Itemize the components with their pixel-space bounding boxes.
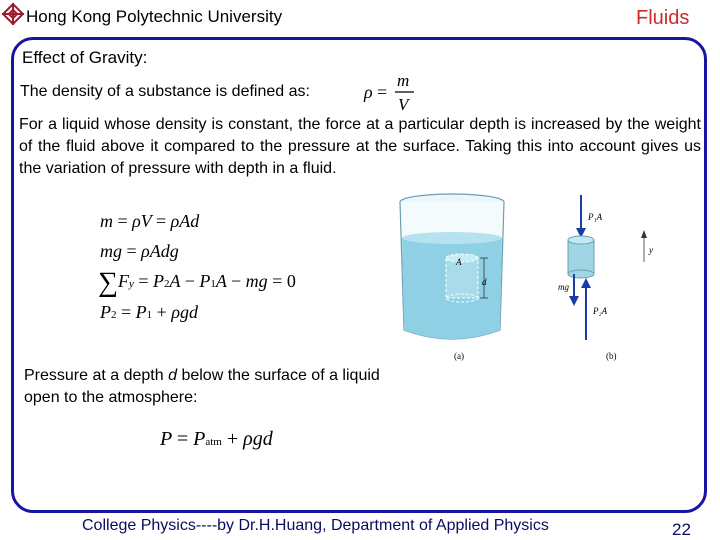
svg-text:m: m <box>397 71 410 90</box>
label-a: (a) <box>454 351 464 361</box>
equation-force-sum: ∑Fy = P2A − P1A − mg = 0 <box>98 267 296 298</box>
equation-weight: mg = ρAdg <box>100 241 179 261</box>
university-name: Hong Kong Polytechnic University <box>26 7 283 26</box>
equation-mass: m = ρV = ρAd <box>100 211 200 231</box>
weight-label: mg <box>558 282 569 292</box>
label-b: (b) <box>606 351 617 361</box>
svg-text:V: V <box>398 95 409 114</box>
slide-topic: Fluids <box>636 7 690 29</box>
polyu-logo <box>2 2 26 28</box>
footer-credit: College Physics----by Dr.H.Huang, Department of Applied Physics <box>82 517 549 534</box>
force-top-label: P₁A <box>588 212 603 222</box>
equation-pressure: P2 = P1 + ρgd <box>100 302 198 322</box>
explanation-paragraph: For a liquid whose density is constant, the force at a particular depth is increased by the weight of the fluid above it compared to the pressure at the surface. Taking this into account gives us the variation of pressure with depth in a fluid. <box>19 116 701 177</box>
pressure-depth-formula: P = Patm + ρgd <box>160 428 273 450</box>
svg-text:ρ: ρ <box>364 82 373 102</box>
force-bottom-label: P₂A <box>593 306 608 316</box>
beaker-diagram <box>390 190 660 365</box>
density-formula <box>362 70 418 116</box>
svg-text:=: = <box>377 82 388 102</box>
section-title: Effect of Gravity: <box>22 48 148 67</box>
density-intro: The density of a substance is defined as: <box>20 83 310 100</box>
area-label: A <box>456 257 462 267</box>
depth-label: d <box>482 277 487 287</box>
page-number: 22 <box>672 520 691 539</box>
axis-label: y <box>649 245 653 255</box>
pressure-description: Pressure at a depth d below the surface of a liquid open to the atmosphere: <box>24 367 380 406</box>
